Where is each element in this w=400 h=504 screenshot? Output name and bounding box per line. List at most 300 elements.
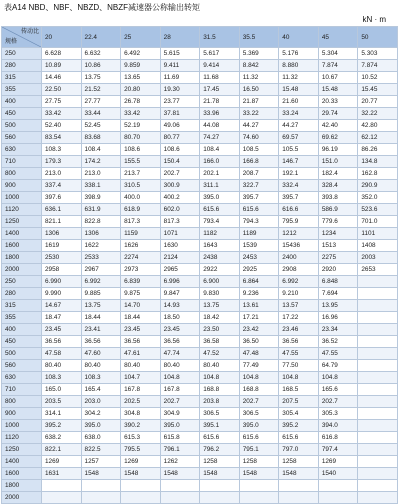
torque-cell: 150.4 — [160, 156, 200, 168]
torque-cell: 290.9 — [358, 180, 398, 192]
torque-cell: 6.992 — [81, 276, 121, 288]
table-row — [2, 156, 398, 168]
torque-cell: 1257 — [81, 456, 121, 468]
torque-cell: 202.5 — [121, 396, 161, 408]
torque-cell — [358, 444, 398, 456]
torque-cell: 134.8 — [358, 156, 398, 168]
torque-cell: 33.42 — [121, 108, 161, 120]
torque-cell: 23.46 — [279, 324, 319, 336]
torque-cell: 202.7 — [160, 168, 200, 180]
table-row — [2, 288, 398, 300]
torque-cell: 8.880 — [279, 60, 319, 72]
table-row — [2, 216, 398, 228]
table-row — [2, 276, 398, 288]
torque-cell: 1548 — [200, 468, 240, 480]
torque-cell: 701.0 — [358, 216, 398, 228]
torque-cell: 47.60 — [81, 348, 121, 360]
torque-cell: 9.236 — [239, 288, 279, 300]
torque-cell: 13.75 — [81, 300, 121, 312]
torque-cell: 36.56 — [42, 336, 82, 348]
torque-cell: 9.411 — [160, 60, 200, 72]
row-size-label: 1120 — [2, 204, 42, 216]
torque-cell — [358, 420, 398, 432]
torque-cell: 10.86 — [81, 60, 121, 72]
row-size-label: 560 — [2, 132, 42, 144]
torque-cell: 793.4 — [200, 216, 240, 228]
row-size-label: 355 — [2, 312, 42, 324]
torque-cell: 797.0 — [279, 444, 319, 456]
torque-cell: 338.1 — [81, 180, 121, 192]
table-row — [2, 396, 398, 408]
torque-table — [1, 26, 398, 504]
torque-cell: 20.33 — [318, 96, 358, 108]
torque-cell: 96.19 — [318, 144, 358, 156]
table-row — [2, 300, 398, 312]
torque-cell: 104.8 — [318, 372, 358, 384]
torque-cell: 182.4 — [318, 168, 358, 180]
torque-cell: 213.0 — [81, 168, 121, 180]
torque-cell: 21.87 — [239, 96, 279, 108]
torque-cell: 202.7 — [318, 396, 358, 408]
torque-cell: 822.8 — [81, 216, 121, 228]
torque-cell: 304.8 — [121, 408, 161, 420]
torque-cell: 52.19 — [121, 120, 161, 132]
torque-cell: 395.0 — [239, 420, 279, 432]
torque-cell: 104.8 — [239, 372, 279, 384]
torque-cell: 395.7 — [239, 192, 279, 204]
torque-cell: 9.847 — [160, 288, 200, 300]
torque-cell: 1306 — [42, 228, 82, 240]
torque-cell: 83.54 — [42, 132, 82, 144]
torque-cell: 1071 — [160, 228, 200, 240]
torque-cell: 23.41 — [81, 324, 121, 336]
torque-cell: 11.68 — [200, 72, 240, 84]
corner-label-ratio: 传动比 — [20, 29, 39, 35]
torque-cell: 615.3 — [121, 432, 161, 444]
torque-cell: 615.6 — [279, 432, 319, 444]
torque-cell — [42, 492, 82, 504]
row-size-label: 250 — [2, 276, 42, 288]
torque-cell: 795.1 — [239, 444, 279, 456]
row-size-label: 280 — [2, 60, 42, 72]
torque-cell: 306.5 — [200, 408, 240, 420]
torque-cell: 304.2 — [81, 408, 121, 420]
torque-cell: 80.70 — [121, 132, 161, 144]
row-size-label: 355 — [2, 84, 42, 96]
torque-cell: 202.1 — [200, 168, 240, 180]
torque-cell: 166.8 — [239, 156, 279, 168]
row-size-label: 280 — [2, 288, 42, 300]
torque-cell: 18.44 — [121, 312, 161, 324]
torque-cell: 33.44 — [81, 108, 121, 120]
table-row — [2, 72, 398, 84]
torque-cell: 36.52 — [318, 336, 358, 348]
torque-cell — [358, 480, 398, 492]
torque-cell: 80.40 — [121, 360, 161, 372]
torque-cell: 822.5 — [81, 444, 121, 456]
torque-cell: 108.4 — [81, 144, 121, 156]
torque-cell — [81, 492, 121, 504]
torque-cell: 20.77 — [358, 96, 398, 108]
torque-cell: 2533 — [81, 252, 121, 264]
torque-cell: 5.176 — [279, 48, 319, 60]
torque-cell: 47.48 — [239, 348, 279, 360]
torque-cell: 74.60 — [239, 132, 279, 144]
torque-cell: 1159 — [121, 228, 161, 240]
torque-cell: 213.0 — [42, 168, 82, 180]
torque-cell: 2453 — [239, 252, 279, 264]
table-row — [2, 84, 398, 96]
torque-cell: 33.96 — [200, 108, 240, 120]
torque-cell: 29.74 — [318, 108, 358, 120]
row-size-label: 630 — [2, 372, 42, 384]
torque-cell: 795.5 — [121, 444, 161, 456]
torque-cell: 2965 — [160, 264, 200, 276]
torque-cell — [358, 312, 398, 324]
table-row — [2, 168, 398, 180]
column-header: 20 — [42, 27, 82, 48]
torque-cell: 2958 — [42, 264, 82, 276]
row-size-label: 800 — [2, 396, 42, 408]
row-size-label: 500 — [2, 120, 42, 132]
torque-cell: 167.8 — [121, 384, 161, 396]
torque-cell: 36.56 — [160, 336, 200, 348]
torque-cell: 395.0 — [160, 420, 200, 432]
row-size-label: 1120 — [2, 432, 42, 444]
torque-cell: 616.8 — [318, 432, 358, 444]
table-row — [2, 348, 398, 360]
torque-cell: 80.40 — [42, 360, 82, 372]
table-row — [2, 240, 398, 252]
torque-cell: 2003 — [358, 252, 398, 264]
table-row — [2, 372, 398, 384]
table-row — [2, 444, 398, 456]
table-row — [2, 456, 398, 468]
torque-cell: 1622 — [81, 240, 121, 252]
torque-cell: 20.80 — [121, 84, 161, 96]
torque-cell: 2124 — [160, 252, 200, 264]
torque-cell: 165.4 — [81, 384, 121, 396]
torque-cell: 27.77 — [81, 96, 121, 108]
torque-cell: 7.874 — [358, 60, 398, 72]
torque-cell: 390.2 — [121, 420, 161, 432]
torque-cell — [200, 492, 240, 504]
table-row — [2, 492, 398, 504]
torque-cell: 213.7 — [121, 168, 161, 180]
torque-cell: 1189 — [239, 228, 279, 240]
torque-cell — [358, 276, 398, 288]
torque-cell: 615.6 — [239, 204, 279, 216]
row-size-label: 1000 — [2, 192, 42, 204]
torque-cell: 146.7 — [279, 156, 319, 168]
torque-cell: 36.58 — [200, 336, 240, 348]
torque-cell: 6.848 — [318, 276, 358, 288]
torque-cell: 49.06 — [160, 120, 200, 132]
torque-cell: 2275 — [318, 252, 358, 264]
torque-cell: 108.4 — [200, 144, 240, 156]
torque-cell — [121, 492, 161, 504]
torque-cell: 83.68 — [81, 132, 121, 144]
torque-cell: 395.1 — [200, 420, 240, 432]
column-header: 28 — [160, 27, 200, 48]
torque-cell: 395.2 — [42, 420, 82, 432]
torque-cell: 1182 — [200, 228, 240, 240]
torque-cell: 13.95 — [318, 300, 358, 312]
torque-cell: 5.615 — [160, 48, 200, 60]
row-size-label: 315 — [2, 300, 42, 312]
torque-cell: 615.6 — [200, 432, 240, 444]
torque-cell: 21.60 — [279, 96, 319, 108]
torque-cell: 23.50 — [200, 324, 240, 336]
torque-cell: 32.22 — [358, 108, 398, 120]
torque-cell: 1212 — [279, 228, 319, 240]
torque-cell: 1234 — [318, 228, 358, 240]
torque-cell: 17.45 — [200, 84, 240, 96]
torque-cell: 795.9 — [279, 216, 319, 228]
torque-cell: 2973 — [121, 264, 161, 276]
torque-cell: 18.50 — [160, 312, 200, 324]
torque-cell: 6.864 — [239, 276, 279, 288]
torque-cell: 104.8 — [279, 372, 319, 384]
torque-cell: 179.3 — [42, 156, 82, 168]
torque-cell: 47.55 — [279, 348, 319, 360]
torque-cell: 77.49 — [239, 360, 279, 372]
torque-cell: 105.5 — [279, 144, 319, 156]
torque-cell: 337.4 — [42, 180, 82, 192]
torque-cell: 13.57 — [279, 300, 319, 312]
column-header: 45 — [318, 27, 358, 48]
torque-cell: 2530 — [42, 252, 82, 264]
torque-cell: 398.9 — [81, 192, 121, 204]
table-row — [2, 228, 398, 240]
torque-cell: 1548 — [81, 468, 121, 480]
torque-cell: 23.42 — [239, 324, 279, 336]
torque-cell: 314.1 — [42, 408, 82, 420]
torque-cell: 33.24 — [279, 108, 319, 120]
torque-cell: 168.8 — [200, 384, 240, 396]
column-header: 31.5 — [200, 27, 240, 48]
torque-cell: 2967 — [81, 264, 121, 276]
column-header: 35.5 — [239, 27, 279, 48]
torque-cell: 14.93 — [160, 300, 200, 312]
table-row — [2, 108, 398, 120]
torque-cell: 42.40 — [318, 120, 358, 132]
torque-cell: 80.77 — [160, 132, 200, 144]
torque-cell: 1548 — [121, 468, 161, 480]
torque-cell: 1548 — [279, 468, 319, 480]
torque-cell: 9.875 — [121, 288, 161, 300]
torque-cell: 14.67 — [42, 300, 82, 312]
torque-cell — [318, 492, 358, 504]
torque-cell: 9.859 — [121, 60, 161, 72]
torque-cell: 36.56 — [121, 336, 161, 348]
torque-cell: 80.40 — [160, 360, 200, 372]
row-size-label: 1800 — [2, 252, 42, 264]
torque-cell: 817.3 — [160, 216, 200, 228]
column-header: 22.4 — [81, 27, 121, 48]
torque-cell — [358, 408, 398, 420]
torque-cell: 62.12 — [358, 132, 398, 144]
torque-cell: 395.2 — [279, 420, 319, 432]
torque-cell: 2438 — [200, 252, 240, 264]
torque-cell: 10.89 — [42, 60, 82, 72]
torque-cell: 47.61 — [121, 348, 161, 360]
torque-cell: 1258 — [279, 456, 319, 468]
torque-cell: 108.3 — [42, 144, 82, 156]
table-row — [2, 96, 398, 108]
torque-cell: 322.7 — [239, 180, 279, 192]
table-title: 表A14 NBD、NBF、NBZD、NBZF减速器公称输出转矩 — [4, 3, 201, 12]
row-size-label: 400 — [2, 324, 42, 336]
torque-cell — [200, 480, 240, 492]
torque-cell: 18.44 — [81, 312, 121, 324]
torque-cell: 44.27 — [279, 120, 319, 132]
torque-cell: 796.1 — [160, 444, 200, 456]
torque-cell: 52.40 — [42, 120, 82, 132]
torque-cell: 6.628 — [42, 48, 82, 60]
torque-cell: 168.8 — [239, 384, 279, 396]
torque-cell: 1262 — [160, 456, 200, 468]
torque-cell: 1548 — [160, 468, 200, 480]
torque-cell: 1306 — [81, 228, 121, 240]
table-row — [2, 432, 398, 444]
torque-cell: 6.839 — [121, 276, 161, 288]
torque-cell: 1630 — [160, 240, 200, 252]
torque-cell: 69.57 — [279, 132, 319, 144]
torque-cell: 17.22 — [279, 312, 319, 324]
table-body — [2, 48, 398, 504]
torque-cell: 165.0 — [42, 384, 82, 396]
torque-cell: 796.2 — [200, 444, 240, 456]
torque-cell — [358, 372, 398, 384]
torque-cell: 10.52 — [358, 72, 398, 84]
torque-cell: 2925 — [239, 264, 279, 276]
torque-cell: 23.34 — [318, 324, 358, 336]
torque-cell: 36.50 — [239, 336, 279, 348]
torque-cell: 5.617 — [200, 48, 240, 60]
torque-cell: 394.0 — [318, 420, 358, 432]
torque-cell: 400.2 — [160, 192, 200, 204]
torque-cell: 6.996 — [160, 276, 200, 288]
torque-cell — [358, 432, 398, 444]
torque-cell: 523.6 — [358, 204, 398, 216]
torque-cell: 80.40 — [81, 360, 121, 372]
header-corner — [2, 27, 42, 48]
torque-cell: 108.5 — [239, 144, 279, 156]
header-row — [2, 27, 398, 48]
torque-cell: 1258 — [239, 456, 279, 468]
torque-cell: 7.874 — [318, 60, 358, 72]
row-size-label: 560 — [2, 360, 42, 372]
row-size-label: 900 — [2, 408, 42, 420]
torque-cell: 638.0 — [81, 432, 121, 444]
torque-cell: 6.492 — [121, 48, 161, 60]
table-row — [2, 312, 398, 324]
table-row — [2, 324, 398, 336]
torque-cell: 80.40 — [200, 360, 240, 372]
torque-cell: 162.8 — [358, 168, 398, 180]
table-row — [2, 60, 398, 72]
row-size-label: 710 — [2, 384, 42, 396]
torque-cell — [358, 456, 398, 468]
torque-cell: 1631 — [42, 468, 82, 480]
torque-cell: 27.75 — [42, 96, 82, 108]
torque-cell: 14.70 — [121, 300, 161, 312]
torque-cell: 821.1 — [42, 216, 82, 228]
torque-cell: 2653 — [358, 264, 398, 276]
torque-cell: 618.9 — [121, 204, 161, 216]
torque-cell: 202.7 — [239, 396, 279, 408]
column-header: 25 — [121, 27, 161, 48]
row-size-label: 630 — [2, 144, 42, 156]
torque-cell — [358, 336, 398, 348]
table-row — [2, 384, 398, 396]
torque-cell: 397.6 — [42, 192, 82, 204]
torque-cell: 64.79 — [318, 360, 358, 372]
torque-cell: 817.3 — [121, 216, 161, 228]
torque-cell: 23.45 — [121, 324, 161, 336]
torque-cell — [279, 492, 319, 504]
table-row — [2, 204, 398, 216]
torque-cell: 6.990 — [42, 276, 82, 288]
torque-cell — [81, 480, 121, 492]
torque-cell: 631.9 — [81, 204, 121, 216]
torque-cell: 174.2 — [81, 156, 121, 168]
torque-cell — [121, 480, 161, 492]
torque-cell: 203.0 — [81, 396, 121, 408]
torque-cell: 794.3 — [239, 216, 279, 228]
torque-cell: 2400 — [279, 252, 319, 264]
torque-cell: 393.8 — [318, 192, 358, 204]
torque-cell — [318, 480, 358, 492]
torque-cell: 1269 — [121, 456, 161, 468]
torque-cell: 77.50 — [279, 360, 319, 372]
torque-cell: 300.9 — [160, 180, 200, 192]
torque-cell: 167.8 — [160, 384, 200, 396]
row-size-label: 900 — [2, 180, 42, 192]
torque-cell: 6.992 — [279, 276, 319, 288]
torque-cell: 108.6 — [121, 144, 161, 156]
table-row — [2, 408, 398, 420]
torque-cell: 2920 — [318, 264, 358, 276]
torque-cell: 19.30 — [160, 84, 200, 96]
torque-cell: 23.77 — [160, 96, 200, 108]
table-row — [2, 336, 398, 348]
torque-cell — [42, 480, 82, 492]
torque-cell: 44.08 — [200, 120, 240, 132]
torque-cell: 395.7 — [279, 192, 319, 204]
torque-cell: 18.47 — [42, 312, 82, 324]
torque-cell: 74.27 — [200, 132, 240, 144]
torque-cell: 11.32 — [279, 72, 319, 84]
table-row — [2, 468, 398, 480]
row-size-label: 2000 — [2, 264, 42, 276]
torque-cell: 1269 — [318, 456, 358, 468]
table-row — [2, 120, 398, 132]
torque-cell: 1513 — [318, 240, 358, 252]
row-size-label: 800 — [2, 168, 42, 180]
torque-cell: 395.0 — [81, 420, 121, 432]
corner-label-size: 规格 — [5, 39, 18, 45]
torque-cell: 18.42 — [200, 312, 240, 324]
torque-cell: 14.46 — [42, 72, 82, 84]
torque-cell: 33.42 — [42, 108, 82, 120]
torque-cell — [160, 492, 200, 504]
torque-cell: 10.67 — [318, 72, 358, 84]
torque-cell: 168.5 — [279, 384, 319, 396]
row-size-label: 500 — [2, 348, 42, 360]
torque-cell: 332.4 — [279, 180, 319, 192]
